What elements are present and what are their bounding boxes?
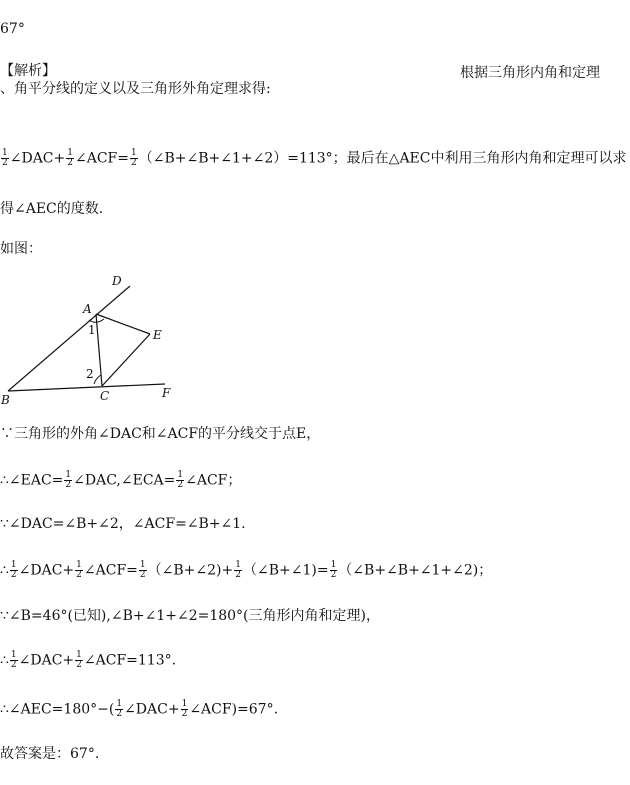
solution-step-6: ∴ $\frac{1}{2}$ ∠DAC+ $\frac{1}{2}$ ∠ACF=113°.	[0, 650, 177, 670]
solution-step-3: ∵∠DAC=∠B+∠2，∠ACF=∠B+∠1.	[0, 516, 246, 532]
segment-ae	[96, 314, 150, 334]
segment-ce	[102, 334, 150, 386]
label-b: B	[1, 393, 10, 407]
final-answer: 故答案是：67°.	[0, 746, 100, 762]
fraction-half: $\frac{1}{2}$	[2, 148, 8, 168]
answer-top: 67°	[0, 21, 25, 37]
analysis-line2: 、角平分线的定义以及三角形外角定理求得:	[0, 81, 271, 97]
solution-step-1: ∵三角形的外角∠DAC和∠ACF的平分线交于点E，	[0, 426, 321, 442]
fraction-half: $\frac{1}{2}$	[181, 699, 188, 719]
figure-intro: 如图：	[0, 241, 42, 257]
fraction-half: $\frac{1}{2}$	[67, 148, 73, 168]
fraction-half: $\frac{1}{2}$	[76, 650, 82, 670]
fraction-half: $\frac{1}{2}$	[139, 560, 146, 580]
fraction-half: $\frac{1}{2}$	[177, 470, 184, 490]
fraction-half: $\frac{1}{2}$	[65, 470, 72, 490]
label-1: 1	[88, 323, 96, 337]
label-2: 2	[86, 367, 94, 381]
fraction-half: $\frac{1}{2}$	[10, 560, 17, 580]
angle-mark-2	[94, 375, 101, 384]
label-e: E	[153, 328, 162, 342]
fraction-half: $\frac{1}{2}$	[235, 560, 241, 580]
label-c: C	[100, 389, 110, 403]
ray-bf	[8, 384, 165, 391]
fraction-half: $\frac{1}{2}$	[330, 560, 337, 580]
analysis-label: 【解析】	[0, 63, 56, 79]
fraction-half: $\frac{1}{2}$	[10, 650, 17, 670]
solution-step-4: ∴ $\frac{1}{2}$ ∠DAC+ $\frac{1}{2}$ ∠ACF= $\frac{1}{2}$ （∠B+∠2)+ $\frac{1}{2}$ （∠B+∠1)= $\frac{1}{2}$ （∠B+∠B+∠1+∠2)；	[0, 560, 493, 580]
analysis-line3: $\frac{1}{2}$ ∠DAC+ $\frac{1}{2}$ ∠ACF= $\frac{1}{2}$ （∠B+∠B+∠1+∠2）=113°；最后在△AEC中利用三角形内角和定理可以求	[2, 148, 627, 168]
solution-step-5: ∵∠B=46°(已知),∠B+∠1+∠2=180°(三角形内角和定理)，	[0, 608, 380, 624]
analysis-right-note: 根据三角形内角和定理	[460, 65, 600, 81]
solution-step-2: ∴∠EAC= $\frac{1}{2}$ ∠DAC,∠ECA= $\frac{1}{2}$ ∠ACF；	[0, 470, 242, 490]
fraction-half: $\frac{1}{2}$	[76, 560, 82, 580]
label-a: A	[83, 302, 92, 316]
fraction-half: $\frac{1}{2}$	[116, 699, 123, 719]
analysis-line4: 得∠AEC的度数.	[0, 201, 104, 217]
label-f: F	[162, 386, 171, 400]
fraction-half: $\frac{1}{2}$	[130, 148, 137, 168]
solution-step-7: ∴∠AEC=180°−( $\frac{1}{2}$ ∠DAC+ $\frac{1}{2}$ ∠ACF)=67°.	[0, 699, 279, 719]
geometry-figure	[0, 270, 200, 410]
label-d: D	[112, 274, 122, 288]
